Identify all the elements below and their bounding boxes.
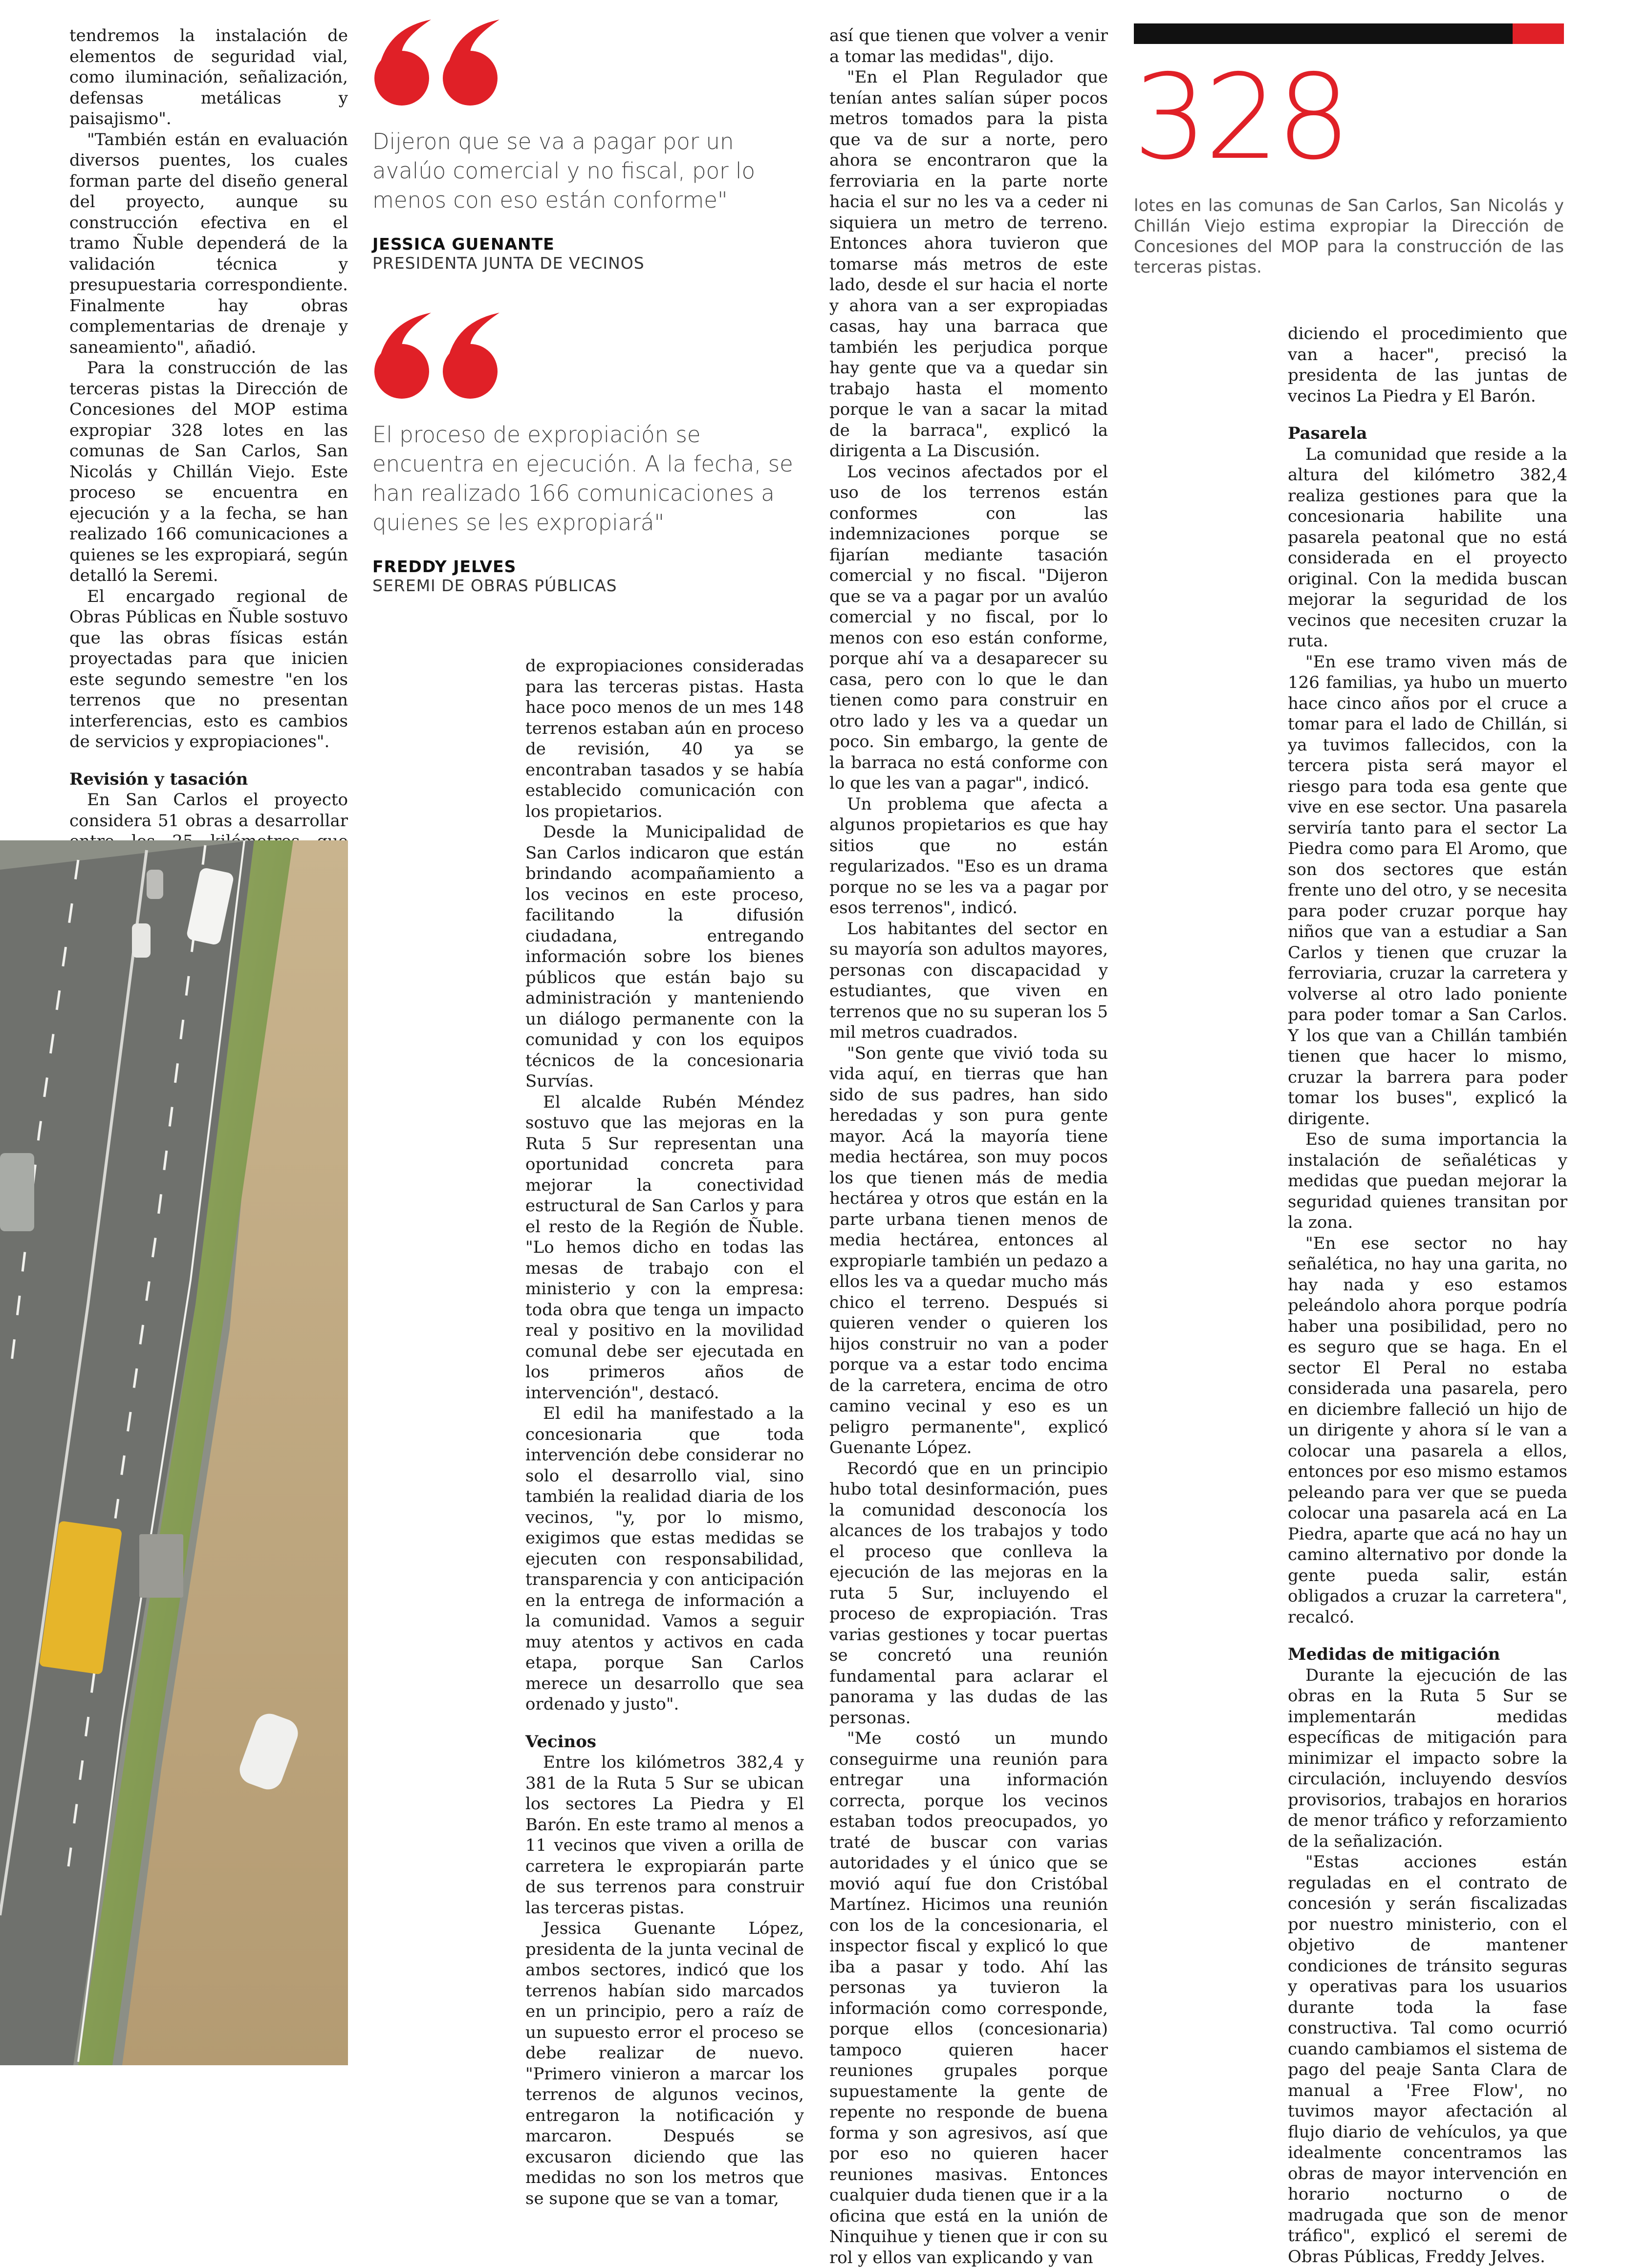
paragraph: El alcalde Rubén Méndez sostuvo que las mejoras en la Ruta 5 Sur representan una oportunidad concreta para mejorar la conectividad estructural de San Carlos y para el resto de la Región de Ñuble. "Lo hemos dicho en todas las mesas de trabajo con el ministerio y con la empresa: toda obra que tenga un impacto real y positivo en la movilidad comunal debe ser ejecutada en los primeros años de intervención", destacó. bbox=[525, 1092, 804, 1403]
subheading-revision: Revisión y tasación bbox=[69, 769, 248, 789]
stat-caption: lotes en las comunas de San Carlos, San Nicolás y Chillán Viejo estima expropiar la Dirección de Concesiones del MOP para la construcción de las terceras pistas. bbox=[1134, 196, 1564, 277]
pull-quote-guenante bbox=[372, 20, 802, 273]
article-column-4 bbox=[1288, 323, 1567, 2267]
paragraph: "Son gente que vivió toda su vida aquí, en tierras que han sido de sus padres, han sido heredadas y son pura gente mayor. Acá la mayoría tiene media hectárea, son muy pocos los que tienen más de media hectárea y otros que están en la parte urbana tienen menos de media hectárea, entonces al expropiarle también un pedazo a ellos les va a quedar mucho más chico el terreno. Después si quieren vender o quieren los hijos construir no van a poder porque va a estar todo encima de la carretera, encima de otro camino vecinal y eso es un peligro permanente", explicó Guenante López. bbox=[829, 1043, 1108, 1457]
article-column-3 bbox=[829, 25, 1108, 2268]
paragraph: El edil ha manifestado a la concesionaria que toda intervención debe considerar no solo el desarrollo vial, sino también la realidad diaria de los vecinos, "y, por lo mismo, exigimos que estas medidas se ejecuten con responsabilidad, transparencia y con anticipación en la entrega de información a la comunidad. Vamos a seguir muy atentos y activos en cada etapa, porque San Carlos merece un desarrollo que sea ordenado y justo". bbox=[525, 1404, 804, 1714]
subheading-vecinos: Vecinos bbox=[525, 1732, 597, 1752]
quote-author: FREDDY JELVES bbox=[372, 557, 517, 576]
quote-text: Dijeron que se va a pagar por un avalúo comercial y no fiscal, por lo menos con eso están conforme" bbox=[372, 128, 756, 213]
paragraph: "En ese sector no hay señalética, no hay una garita, no hay nada y eso estamos peleándolo ahora porque podría haber una posibilidad, pero no es seguro que se haga. En el sector El Peral no estaba considerada una pasarela, pero en diciembre falleció un hijo de un dirigente y ahora sí le van a colocar una pasarela a ellos, entonces por eso mismo estamos peleando para ver que se pueda colocar una pasarela acá en La Piedra, aparte que acá no hay un camino alternativo por donde la gente pueda salir, están obligados a cruzar la carretera", recalcó. bbox=[1288, 1233, 1567, 1627]
subheading-pasarela: Pasarela bbox=[1288, 424, 1367, 443]
quote-mark-icon bbox=[372, 313, 509, 401]
paragraph: "En ese tramo viven más de 126 familias, ya hubo un muerto hace cinco años por el cruce a tomar para el lado de Chillán, si ya tuvimos fallecidos, con la tercera pista será mayor el riesgo para toda esa gente que vive en ese sector. Una pasarela serviría tanto para el sector La Piedra como para El Aromo, que son dos sectores que están frente uno del otro, y se necesita para poder cruzar porque hay niños que van a estudiar a San Carlos y tienen que cruzar la ferroviaria, cruzar la carretera y volverse al otro lado poniente para poder tomar a San Carlos. Y los que van a Chillán también tienen que hacer lo mismo, cruzar la barrera para poder tomar los buses", explicó la dirigente. bbox=[1288, 652, 1567, 1129]
highway-aerial-photo bbox=[0, 840, 348, 2065]
paragraph: Durante la ejecución de las obras en la Ruta 5 Sur se implementarán medidas específicas de mitigación para minimizar el impacto sobre la circulación, incluyendo desvíos provisorios, trabajos en horarios de menor tráfico y reforzamiento de la señalización. bbox=[1288, 1665, 1567, 1851]
paragraph: Entre los kilómetros 382,4 y 381 de la Ruta 5 Sur se ubican los sectores La Piedra y El Barón. En este tramo al menos a 11 vecinos que viven a orilla de carretera le expropiarán parte de sus terrenos para construir las terceras pistas. bbox=[525, 1753, 804, 1918]
paragraph: así que tienen que volver a venir a tomar las medidas", dijo. bbox=[829, 26, 1108, 66]
quote-author: JESSICA GUENANTE bbox=[372, 235, 555, 254]
paragraph: "Me costó un mundo conseguirme una reunión para entregar una información correcta, porque los vecinos estaban todos preocupados, yo traté de buscar con varias autoridades y el único que se movió aquí fue don Cristóbal Martínez. Hicimos una reunión con los de la concesionaria, el inspector fiscal y explicó lo que iba a pasar y todo. Ahí las personas ya tuvieron la información como corresponde, porque ellos (concesionaria) tampoco quieren hacer reuniones grupales porque supuestamente la gente de repente no responde de buena forma y son agresivos, así que por eso no quieren hacer reuniones masivas. Entonces cualquier duda tienen que ir a la oficina que está en la unión de Ninquihue y tienen que ir con su rol y ellos van explicando y van bbox=[829, 1729, 1108, 2268]
paragraph: Eso de suma importancia la instalación de señaléticas y medidas que puedan mejorar la seguridad quienes transitan por la zona. bbox=[1288, 1130, 1567, 1232]
paragraph: En San Carlos el proyecto considera 51 obras a desarrollar bbox=[69, 790, 348, 831]
paragraph: Jessica Guenante López, presidenta de la junta vecinal de ambos sectores, indicó que los terrenos habían sido marcados en un principio, pero a raíz de un supuesto error el proceso se debe realizar de nuevo. "Primero vinieron a marcar los terrenos de algunos vecinos, entregaron la notificación y marcaron. Después se excusaron diciendo que las medidas no son los metros que se supone que se van a tomar, bbox=[525, 1919, 804, 2208]
paragraph: Desde la Municipalidad de San Carlos indicaron que están brindando acompañamiento a los vecinos en este proceso, facilitando la difusión ciudadana, entregando información sobre los bienes públicos que están bajo su administración y manteniendo un diálogo permanente con la comunidad y con los equipos técnicos de la concesionaria Survías. bbox=[525, 822, 804, 1091]
stat-bar bbox=[1134, 23, 1513, 44]
stat-number: 328 bbox=[1133, 49, 1348, 186]
stat-bar-accent bbox=[1513, 23, 1564, 44]
article-column-1 bbox=[69, 25, 348, 977]
paragraph: tendremos la instalación de elementos de seguridad vial, como iluminación, señalización, defensas metálicas y paisajismo". bbox=[69, 26, 348, 128]
paragraph: "En el Plan Regulador que tenían antes salían súper pocos metros tomados para la pista que va de sur a norte, pero ahora se encontraron que la ferroviaria en la parte norte hacia el sur no les va a ceder ni siquiera un metro de terreno. Entonces ahora tuvieron que tomarse más metros de este lado, desde el sur hacia el norte y ahora van a ser expropiadas casas, hay una barraca que también les perjudica porque hay gente que va a quedar sin trabajo hasta el momento porque le van a sacar la mitad de la barraca", explicó la dirigenta a La Discusión. bbox=[829, 67, 1108, 461]
paragraph: Los habitantes del sector en su mayoría son adultos mayores, personas con discapacidad y estudiantes, que viven en terrenos que no su superan los 5 mil metros cuadrados. bbox=[829, 919, 1108, 1042]
paragraph: La comunidad que reside a la altura del kilómetro 382,4 realiza gestiones para que la concesionaria habilite una pasarela peatonal que no está considerada en el proyecto original. Con la medida buscan mejorar la seguridad de los vecinos que necesiten cruzar la ruta. bbox=[1288, 444, 1567, 651]
paragraph: El encargado regional de Obras Públicas en Ñuble sostuvo que las obras físicas están proyectadas para que inicien este segundo semestre "en los terrenos que no presentan interferencias, esto es cambios de servicios y expropiaciones". bbox=[69, 586, 348, 751]
paragraph: Para la construcción de las terceras pistas la Dirección de Concesiones del MOP estima expropiar 328 lotes en las comunas de San Carlos, San Nicolás y Chillán Viejo. Este proceso se encuentra en ejecución y a la fecha, se han realizado 166 comunicaciones a quienes se les expropiará, según detalló la Seremi. bbox=[69, 358, 348, 585]
paragraph: "También están en evaluación diversos puentes, los cuales forman parte del diseño general del proyecto, aunque su construcción efectiva en el tramo Ñuble dependerá de la validación técnica y presupuestaria correspondiente. Finalmente hay obras complementarias de drenaje y saneamiento", añadió. bbox=[69, 129, 348, 357]
paragraph: Los vecinos afectados por el uso de los terrenos están conformes con las indemnizaciones porque se fijarían mediante tasación comercial y no fiscal. "Dijeron que se va a pagar por un avalúo comercial y no fiscal, por lo menos con eso están conforme, porque ahí va a desaparecer su casa, pero con lo que le dan tienen como para construir en otro lado y les va a quedar un poco. Sin embargo, la gente de la barraca no está conforme con lo que les van a pagar", indicó. bbox=[829, 462, 1108, 793]
quote-text: El proceso de expropiación se encuentra en ejecución. A la fecha, se han realizado 166 comunicaciones a quienes se les expropiará" bbox=[372, 422, 793, 535]
paragraph: de expropiaciones consideradas para las terceras pistas. Hasta hace poco menos de un mes 148 terrenos estaban aún en proceso de revisión, 40 ya se encontraban tasados y se había establecido comunicación con los propietarios. bbox=[525, 656, 804, 821]
pull-quote-jelves bbox=[372, 313, 802, 595]
quote-role: PRESIDENTA JUNTA DE VECINOS bbox=[372, 254, 645, 273]
quote-mark-icon bbox=[372, 20, 509, 107]
quote-role: SEREMI DE OBRAS PÚBLICAS bbox=[372, 576, 617, 595]
paragraph: Un problema que afecta a algunos propietarios es que hay sitios que no están regularizados. "Eso es un drama porque no se les va a pagar por esos terrenos", indicó. bbox=[829, 794, 1108, 918]
paragraph: diciendo el procedimiento que van a hacer", precisó la presidenta de las juntas de vecinos La Piedra y El Barón. bbox=[1288, 324, 1567, 406]
article-column-2 bbox=[525, 656, 804, 2209]
paragraph: Recordó que en un principio hubo total desinformación, pues la comunidad desconocía los alcances de los trabajos y todo el proceso que conlleva la ejecución de las mejoras en la ruta 5 Sur, incluyendo el proceso de expropiación. Tras varias gestiones y tocar puertas se concretó una reunión fundamental para aclarar el panorama y las dudas de las personas. bbox=[829, 1458, 1108, 1728]
paragraph: "Estas acciones están reguladas en el contrato de concesión y serán fiscalizadas por nuestro ministerio, con el objetivo de mantener condiciones de tránsito seguras y operativas para los usuarios durante toda la fase constructiva. Tal como ocurrió cuando cambiamos el sistema de pago del peaje Santa Clara de manual a 'Free Flow', no tuvimos mayor afectación al flujo diario de vehículos, ya que idealmente concentramos las obras de mayor intervención en horario nocturno o de madrugada que son de menor tráfico", explicó el seremi de Obras Públicas, Freddy Jelves. bbox=[1288, 1852, 1567, 2267]
subheading-mitigacion: Medidas de mitigación bbox=[1288, 1645, 1500, 1664]
